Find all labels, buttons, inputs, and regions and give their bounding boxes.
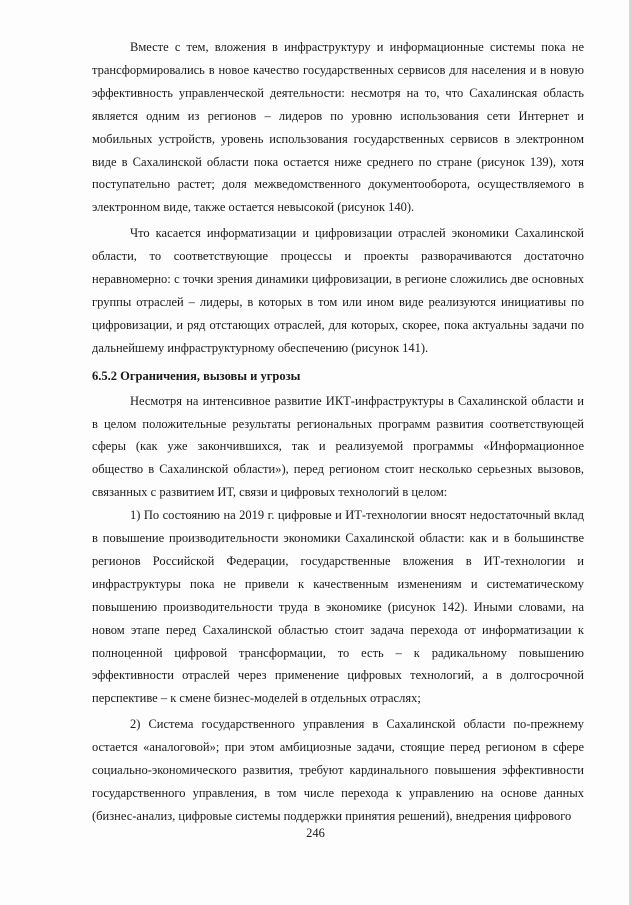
document-body (92, 36, 584, 828)
paragraph-digitalization: Что касается информатизации и цифровизации отраслей экономики Сахалинской области, то соответствующие процессы и проекты разворачиваются достаточно неравномерно: с точки зрения динамики цифровизации, в регионе сложились две основных группы отраслей – лидеры, в которых в том или ином виде реализуются инициативы по цифровизации, и ряд отстающих отраслей, для которых, скорее, пока актуальны задачи по дальнейшему инфраструктурному обеспечению (рисунок 141). (92, 226, 584, 355)
paragraph-challenges-intro: Несмотря на интенсивное развитие ИКТ-инфраструктуры в Сахалинской области и в целом положительные результаты региональных программ развития соответствующей сферы (как уже закончившихся, так и реализуемой программы «Информационное общество в Сахалинской области»), перед регионом стоит несколько серьезных вызовов, связанных с развитием ИТ, связи и цифровых технологий в целом: (92, 393, 584, 500)
page-number: 246 (306, 826, 325, 840)
section-heading: 6.5.2 Ограничения, вызовы и угрозы (92, 368, 301, 383)
list-item-1: 1) По состоянию на 2019 г. цифровые и ИТ-технологии вносят недостаточный вклад в повышение производительности экономики Сахалинской области: как и в большинстве регионов Российской Федерации, государственные вложения в ИТ-технологии и инфраструктуры пока не привели к качественным изменениям и систематическому повышению производительности труда в экономике (рисунок 142). Иными словами, на новом этапе перед Сахалинской областью стоит задача перехода от информатизации к полноценной цифровой трансформации, то есть – к радикальному повышению эффективности отраслей через применение цифровых технологий, а в долгосрочной перспективе – к смене бизнес-моделей в отдельных отраслях; (92, 508, 584, 706)
paragraph-investments: Вместе с тем, вложения в инфраструктуру и информационные системы пока не трансформировались в новое качество государственных сервисов для населения и в новую эффективность управленческой деятельности: несмотря на то, что Сахалинская область является одним из регионов – лидеров по уровню использования сети Интернет и мобильных устройств, уровень использования государственных сервисов в электронном виде в Сахалинской области пока остается ниже среднего по стране (рисунок 139), хотя поступательно растет; доля межведомственного документооборота, осуществляемого в электронном виде, также остается невысокой (рисунок 140). (92, 40, 584, 215)
list-item-2: 2) Система государственного управления в Сахалинской области по-прежнему остается «аналоговой»; при этом амбициозные задачи, стоящие перед регионом в сфере социально-экономического развития, требуют кардинального повышения эффективности государственного управления, в том числе перехода к управлению на основе данных (бизнес-анализ, цифровые системы поддержки принятия решений), внедрения цифрового (92, 717, 584, 823)
